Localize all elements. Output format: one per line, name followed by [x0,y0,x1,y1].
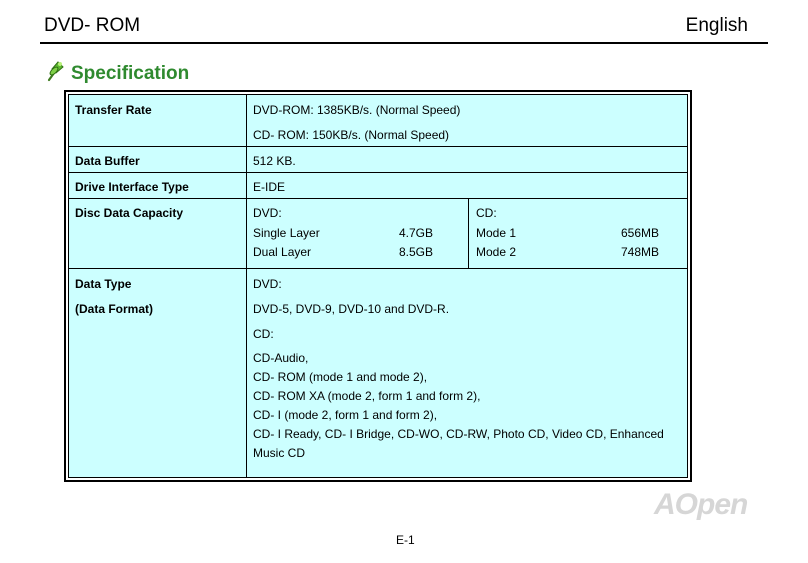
section-title: Specification [71,62,190,84]
data-type-cd-line: CD- I (mode 2, form 1 and form 2), [253,408,438,422]
capacity-cd-value: 656MB [621,226,660,240]
data-buffer-value: 512 KB. [253,154,296,168]
data-type-cd-line: CD- I Ready, CD- I Bridge, CD-WO, CD-RW, Photo CD, Video CD, Enhanced [253,427,664,441]
data-type-dvd-head: DVD: [253,277,282,291]
spec-table-body [68,94,688,478]
section-heading [46,60,189,87]
pushpin-icon [46,60,64,87]
spec-table [64,90,692,482]
row-divider [69,268,687,269]
data-type-cd-line: CD- ROM XA (mode 2, form 1 and form 2), [253,389,481,403]
row-divider [69,172,687,173]
capacity-divider [468,198,469,268]
data-type-cd-line: Music CD [253,446,306,460]
transfer-rate-cd: CD- ROM: 150KB/s. (Normal Speed) [253,128,450,142]
capacity-cd-head: CD: [476,206,497,220]
data-type-cd-line: CD-Audio, [253,351,309,365]
capacity-cd-value: 748MB [621,245,660,259]
data-type-cd-head: CD: [253,327,274,341]
data-buffer-label: Data Buffer [75,154,140,168]
capacity-dvd-value: 8.5GB [399,245,434,259]
capacity-cd-name: Mode 2 [476,245,517,259]
data-type-label: Data Type [75,277,132,291]
capacity-dvd-name: Single Layer [253,226,320,240]
data-type-dvd-formats: DVD-5, DVD-9, DVD-10 and DVD-R. [253,302,450,316]
interface-label: Drive Interface Type [75,180,189,194]
capacity-dvd-head: DVD: [253,206,282,220]
page-number: E-1 [396,533,415,547]
row-divider [69,198,687,199]
capacity-dvd-name: Dual Layer [253,245,312,259]
header-language: English [685,15,748,36]
capacity-label: Disc Data Capacity [75,206,184,220]
data-format-label: (Data Format) [75,302,154,316]
capacity-cd-name: Mode 1 [476,226,517,240]
row-divider [69,146,687,147]
column-divider [246,95,247,477]
transfer-rate-label: Transfer Rate [75,103,152,117]
header-product: DVD- ROM [44,15,141,36]
aopen-logo: AOpen [654,488,748,521]
interface-value: E-IDE [253,180,286,194]
capacity-dvd-value: 4.7GB [399,226,434,240]
header-divider [40,42,768,44]
transfer-rate-dvd: DVD-ROM: 1385KB/s. (Normal Speed) [253,103,461,117]
data-type-cd-line: CD- ROM (mode 1 and mode 2), [253,370,428,384]
